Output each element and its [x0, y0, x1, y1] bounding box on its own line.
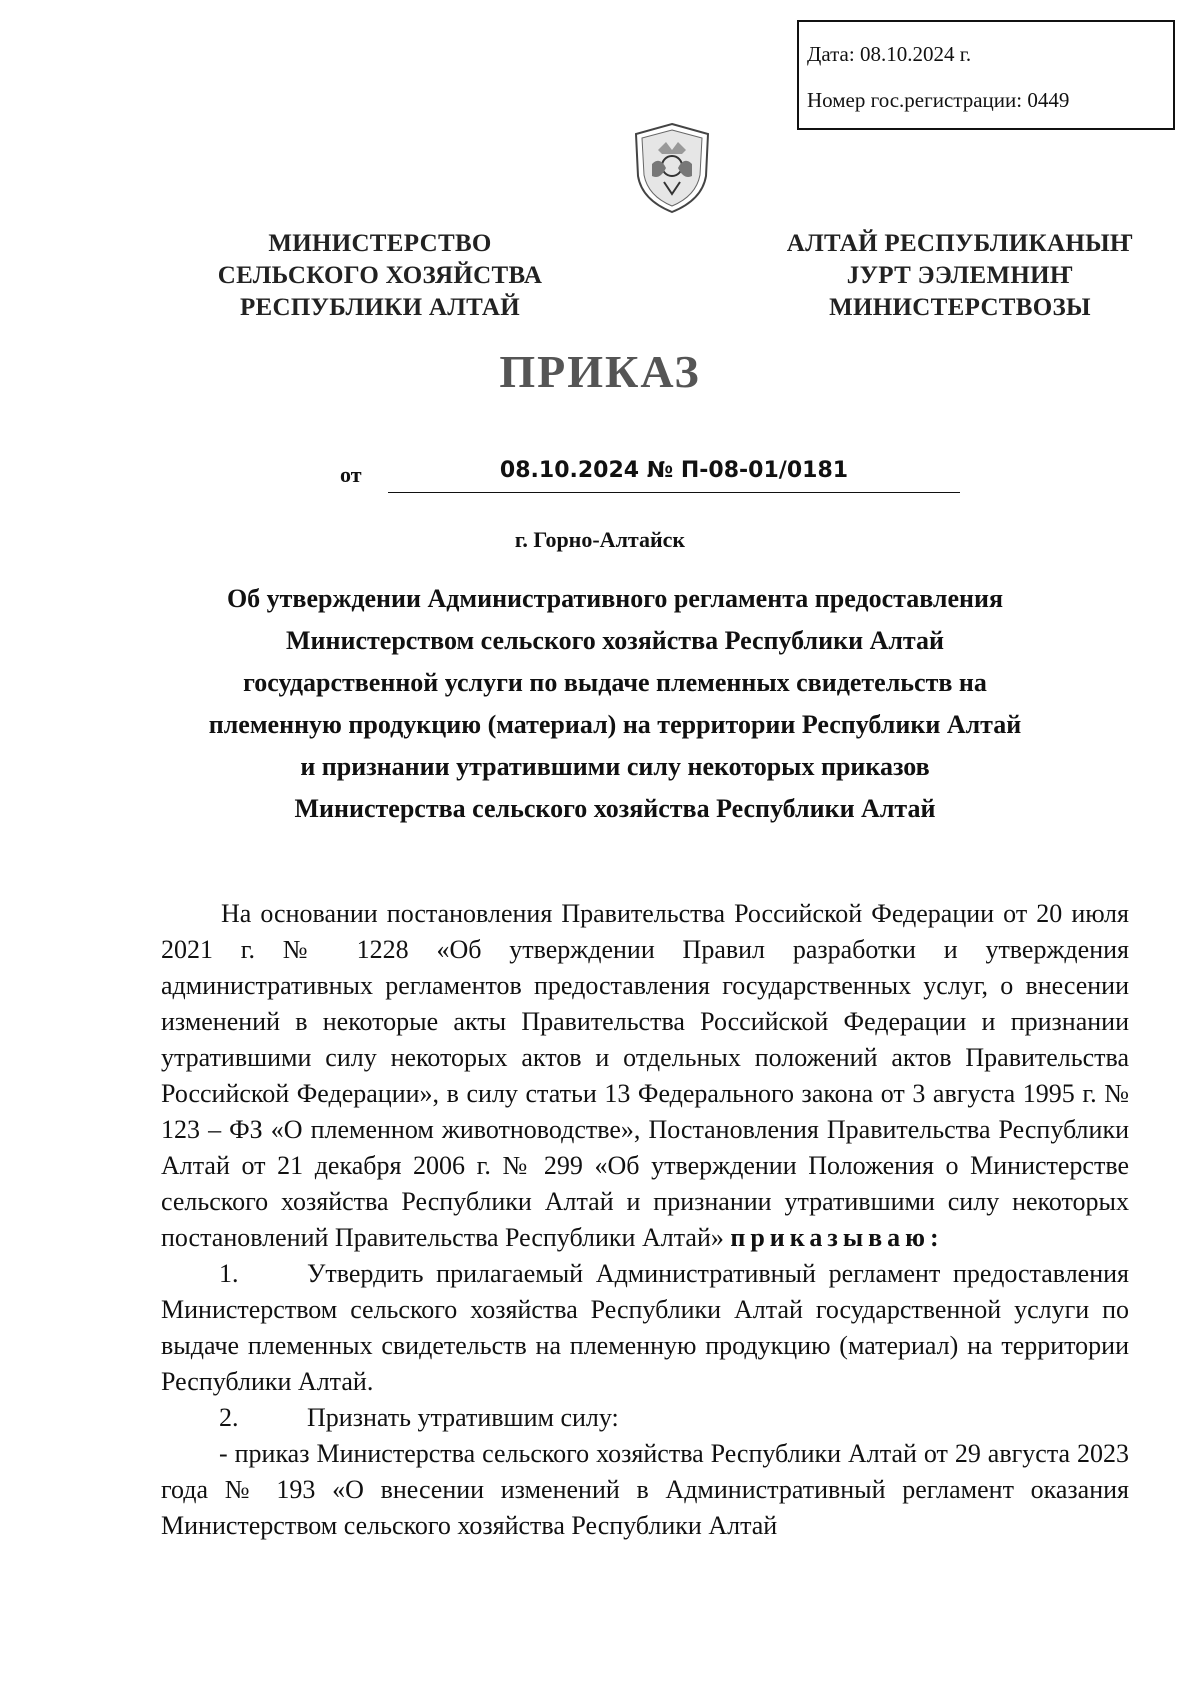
order-date-number-row — [340, 458, 960, 494]
coat-of-arms-emblem — [630, 120, 714, 216]
item-2: 2. Признать утратившим силу: — [219, 1403, 619, 1432]
order-date-number: 08.10.2024 № П-08-01/0181 — [499, 458, 849, 483]
registration-date: Дата: 08.10.2024 г. — [807, 42, 972, 66]
registration-stamp — [797, 20, 1175, 130]
ministry-name-altai: АЛТАЙ РЕСПУБЛИКАНЫҤ ЈУРТ ЭЭЛЕМНИҤ МИНИСТЕРСТВОЗЫ — [786, 230, 1134, 321]
from-label: от — [340, 462, 362, 487]
preamble-paragraph: На основании постановления Правительства Российской Федерации от 20 июля 2021 г. № 1228 «Об утверждении Правил разработки и утверждения административных регламентов предоставления государственных услуг, о внесении изменений в некоторые акты Правительства Российской Федерации и признании утратившими силу некоторых актов и отдельных положений актов Правительства Российской Федерации», в силу статьи 13 Федерального закона от 3 августа 1995 г. № 123 – ФЗ «О племенном животноводстве», Постановления Правительства Республики Алтай от 21 декабря 2006 г. № 299 «Об утверждении Положения о Министерстве сельского хозяйства Республики Алтай и признании утратившими силу некоторых постановлений Правительства Республики Алтай» приказываю: — [161, 899, 1129, 1252]
order-subject: Об утверждении Административного регламента предоставления Министерством сельского хозяйства Республики Алтай государственной услуги по выдаче племенных свидетельств на племенную продукцию (материал) на территории Республики Алтай и признании утратившими силу некоторых приказов Министерства сельского хозяйства Республики Алтай — [208, 584, 1022, 823]
registration-number: Номер гос.регистрации: 0449 — [807, 88, 1070, 112]
order-body — [161, 896, 1129, 1544]
repealed-order-bullet: - приказ Министерства сельского хозяйства Республики Алтай от 29 августа 2023 года № 193 «О внесении изменений в Административный регламент оказания Министерством сельского хозяйства Республики Алтай — [161, 1439, 1129, 1540]
city-name: г. Горно-Алтайск — [514, 527, 686, 552]
item-1: 1. Утвердить прилагаемый Административный регламент предоставления Министерством сельского хозяйства Республики Алтай государственной услуги по выдаче племенных свидетельств на племенную продукцию (материал) на территории Республики Алтай. — [161, 1259, 1129, 1396]
date-underline — [388, 492, 960, 493]
ministry-name-russian: МИНИСТЕРСТВО СЕЛЬСКОГО ХОЗЯЙСТВА РЕСПУБЛИКИ АЛТАЙ — [217, 230, 543, 321]
document-type-title: ПРИКАЗ — [499, 346, 701, 397]
order-word: приказываю: — [730, 1223, 944, 1252]
